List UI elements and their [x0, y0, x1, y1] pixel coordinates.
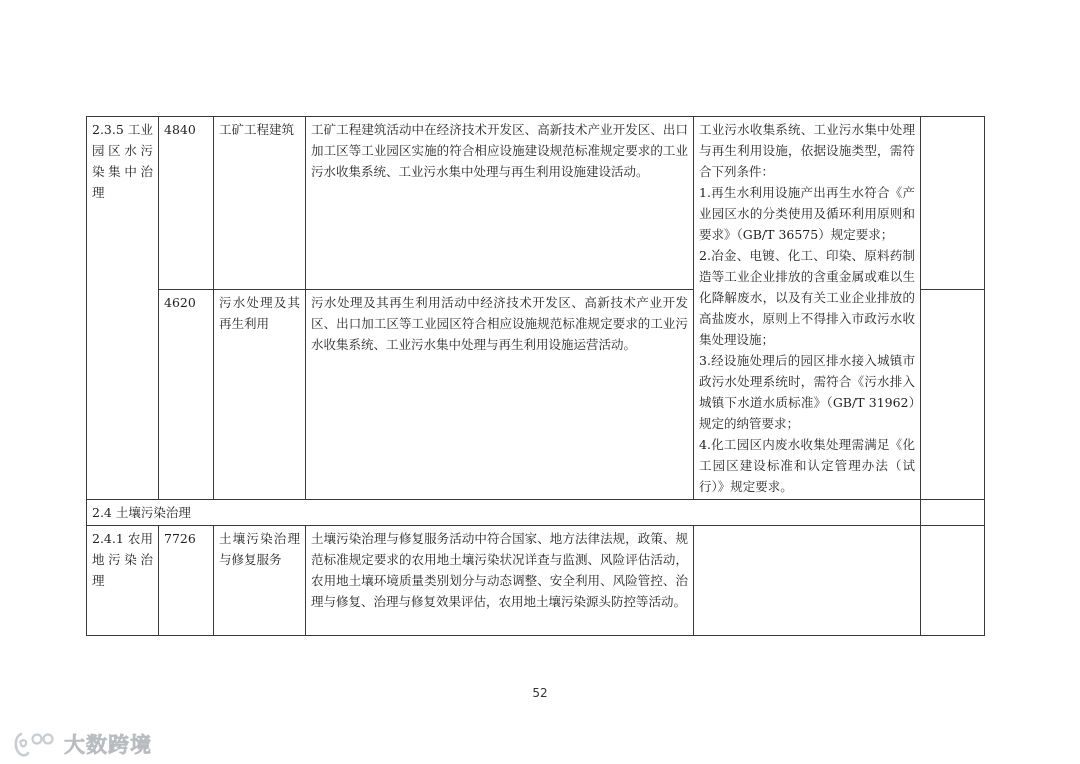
industry-code-cell: [159, 290, 214, 500]
industry-code: 4620: [164, 295, 196, 311]
conditions-cell: [694, 526, 921, 636]
industry-name: 污水处理及其再生利用: [219, 295, 300, 332]
conditions-item-4: 4.化工园区内废水收集处理需满足《化工园区建设标准和认定管理办法（试行）》规定要求。: [699, 437, 915, 494]
conditions-item-3: 3.经设施处理后的园区排水接入城镇市政污水处理系统时，需符合《污水排入城镇下水道水质标准》（GB/T 31962）规定的纳管要求；: [699, 353, 915, 431]
industry-code: 4840: [164, 122, 196, 137]
notes-cell: [921, 117, 985, 290]
industry-name-cell: [214, 526, 306, 636]
industry-name: 土壤污染治理与修复服务: [219, 531, 300, 567]
conditions-cell: [694, 117, 921, 500]
conditions-item-2: 2.冶金、电镀、化工、印染、原料药制造等工业企业排放的含重金属或难以生化降解废水，以及有关工业企业排放的高盐废水，原则上不得排入市政污水收集处理设施；: [699, 248, 915, 347]
watermark-text: 大数跨境: [64, 733, 152, 757]
description-text: 土壤污染治理与修复服务活动中符合国家、地方法律法规，政策、规范标准规定要求的农用地土壤污染状况详查与监测、风险评估活动，农用地土壤环境质量类别划分与动态调整、安全利用、风险管控、治理与修复、治理与修复效果评估，农用地土壤污染源头防控等活动。: [311, 531, 688, 609]
notes-cell: [921, 500, 985, 526]
page-number: 52: [532, 686, 548, 700]
notes-cell: [921, 526, 985, 636]
description-text: 工矿工程建筑活动中在经济技术开发区、高新技术产业开发区、出口加工区等工业园区实施的符合相应设施建设规范标准规定要求的工业污水收集系统、工业污水集中处理与再生利用设施建设活动。: [311, 122, 688, 179]
category-label: 2.4.1 农用地污染治理: [92, 531, 153, 588]
notes-cell: [921, 290, 985, 500]
section-title: 2.4 土壤污染治理: [92, 505, 191, 520]
industry-name: 工矿工程建筑: [219, 122, 295, 137]
table-row-2-4-1: [87, 526, 985, 636]
description-text: 污水处理及其再生利用活动中经济技术开发区、高新技术产业开发区、出口加工区等工业园区符合相应设施规范标准规定要求的工业污水收集系统、工业污水集中处理与再生利用设施运营活动。: [311, 295, 688, 353]
description-cell: [306, 117, 694, 290]
section-title-cell: [87, 500, 921, 526]
industry-code: 7726: [164, 531, 196, 546]
watermark-logo-icon: [12, 729, 58, 759]
category-cell: [87, 526, 159, 636]
description-cell: [306, 526, 694, 636]
watermark: [12, 727, 152, 761]
industry-code-cell: [159, 117, 214, 290]
section-row-2-4: [87, 500, 985, 526]
category-label: 2.3.5 工业园区水污染集中治理: [92, 122, 153, 200]
category-cell: [87, 117, 159, 500]
description-cell: [306, 290, 694, 500]
catalog-table: [86, 116, 985, 636]
industry-name-cell: [214, 117, 306, 290]
industry-name-cell: [214, 290, 306, 500]
table-row-2-3-5-a: [87, 117, 985, 290]
conditions-item-1: 1.再生水利用设施产出再生水符合《产业园区水的分类使用及循环利用原则和要求》（GB/T 36575）规定要求；: [699, 185, 915, 242]
industry-code-cell: [159, 526, 214, 636]
conditions-intro: 工业污水收集系统、工业污水集中处理与再生利用设施，依据设施类型，需符合下列条件：: [699, 122, 915, 179]
